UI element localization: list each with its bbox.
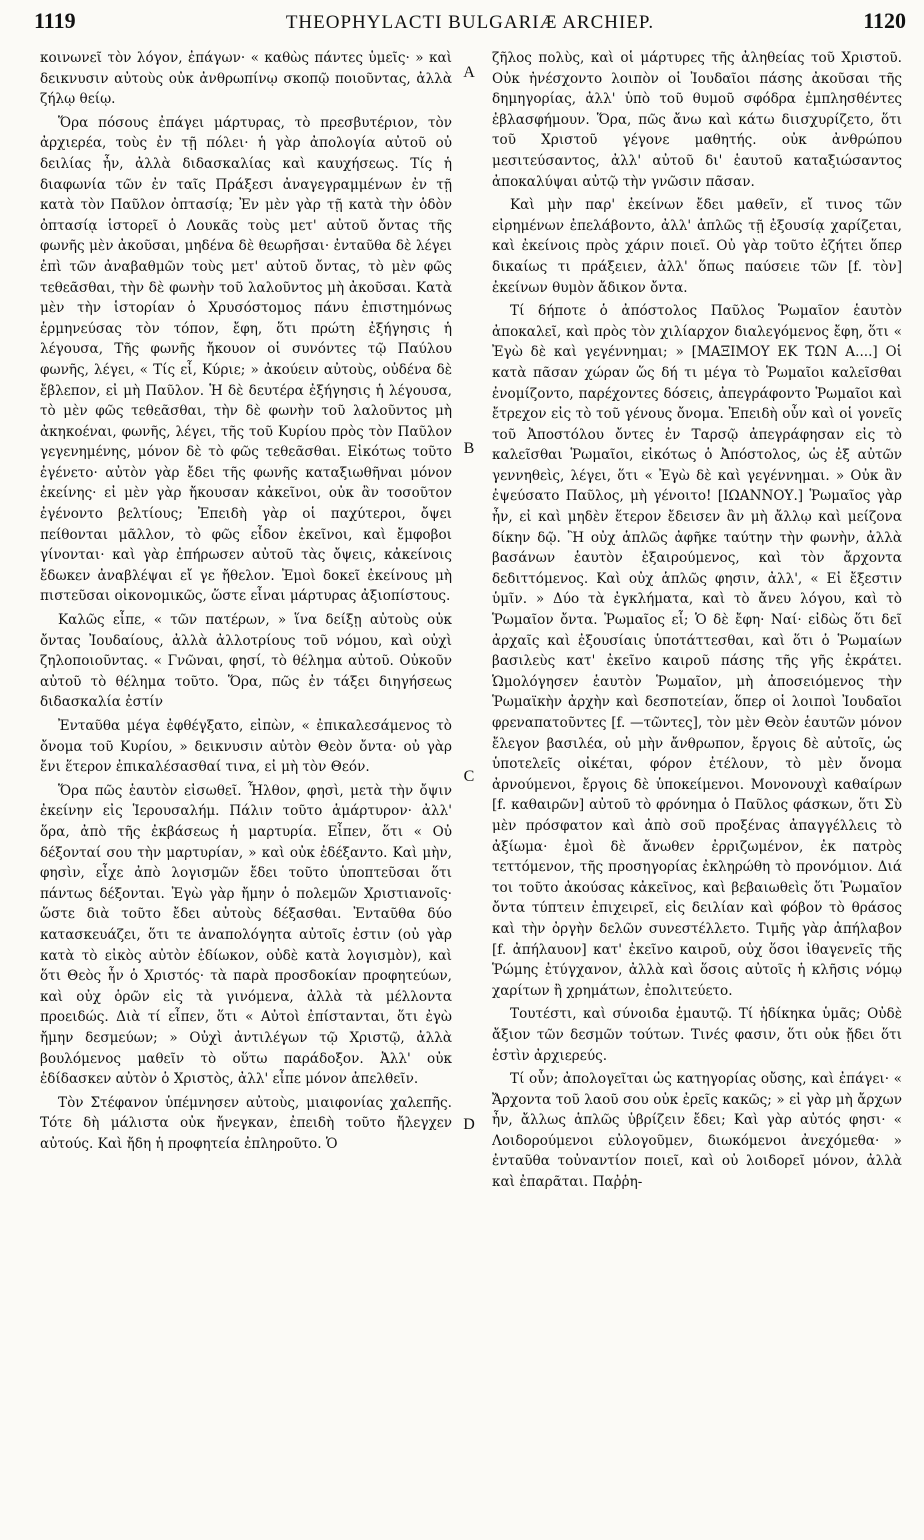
paragraph: κοινωνεῖ τὸν λόγον, ἐπάγων· « καθὼς πάντες ὑμεῖς· » καὶ δεικνυσιν αὐτοὺς οὐκ ἀνθρωπίνῳ σκοπῷ ποιοῦντας, ἀλλὰ ζήλῳ θείῳ. (40, 50, 452, 108)
paragraph: Ὅρα πόσους ἐπάγει μάρτυρας, τὸ πρεσβυτέριον, τὸν ἀρχιερέα, τοὺς ἐν τῇ πόλει· ἡ γὰρ ἀπολογία αὐτοῦ οὐ δειλίας ἦν, ἀλλὰ διδασκαλίας καὶ καυχήσεως. Τίς ἡ διαφωνία τῶν ἐν ταῖς Πράξεσι ἀναγεγραμμένων ἐν τῇ κατὰ τὸν Παῦλον ὀπτασίᾳ; Ἐν μὲν γὰρ τῇ κατὰ τὴν ὁδὸν ὀπτασίᾳ ἱστορεῖ ὁ Λουκᾶς τοὺς μετ' αὐτοῦ ὄντας τῆς φωνῆς μὲν ἀκοῦσαι, μηδένα δὲ θεωρῆσαι· ἐνταῦθα δὲ λέγει ἐπὶ τῶν ἀναβαθμῶν τοὺς μετ' αὐτοῦ ὄντας, τὸ μὲν φῶς τεθεᾶσθαι, τὴν δὲ φωνὴν τοῦ λαλοῦντος μὴ ἀκοῦσαι. Κατὰ μὲν τὴν ἱστορίαν ὁ Χρυσόστομος πάνυ ἐπιστημόνως ἑρμηνεύσας τὸν τόπον, ἔφη, ὅτι πρώτη ἐξήγησις ἡ λέγουσα, Τῆς φωνῆς ἤκουον οἱ συνόντες τῷ Παύλου φωνῆς, λέγει, « Τίς εἶ, Κύριε; » ἀκούειν αὐτοὺς, οὐδένα δὲ ἔβλεπον, εἰ μὴ Παῦλον. Ἡ δὲ δευτέρα ἐξήγησις ἡ λέγουσα, τὸ μὲν φῶς τεθεᾶσθαι, τὴν δὲ φωνὴν τοῦ λαλοῦντος μὴ ἀκηκοέναι, φωνῆς, λέγει, τῆς τοῦ Κυρίου πρὸς τὸν Παῦλον γεγενημένης, μόνον δὲ τὸ φῶς τεθεᾶσθαι. Εἰκότως τοῦτο ἐγένετο· αὐτὸν γὰρ ἔδει τῆς φωνῆς καταξιωθῆναι μόνον ἐκείνης· εἰ μὲν γὰρ ἤκουσαν κἀκεῖνοι, οὐκ ἂν τοσοῦτον ἐγένοντο βελτίους; Ἐπειδὴ γὰρ οἱ παχύτεροι, ὄψει πείθονται μᾶλλον, τὸ φῶς εἶδον ἐκεῖνοι, καὶ ἔμφοβοι γίνονται· καὶ γὰρ ἐπήρωσεν αὐτοῦ τὰς ὄψεις, κἀκείνοις ἔδωκεν ἀναβλέψαι εἴ γε ἤθελον. Ἐμοὶ δοκεῖ ἐκείνους μὴ πιστεῦσαι οἰκονομικῶς, ὥστε εἶναι μάρτυρας ἀξιοπίστους. (40, 114, 452, 605)
section-marker-d: D (463, 1116, 475, 1133)
paragraph: Τί οὖν; ἀπολογεῖται ὡς κατηγορίας οὔσης, καὶ ἐπάγει· « Ἄρχοντα τοῦ λαοῦ σου οὐκ ἐρεῖς κακῶς; » εἰ γὰρ μὴ ἄρχων ἦν, ἄλλως ἁπλῶς ὑβρίζειν ἔδει; Καὶ γὰρ αὐτός φησι· « Λοιδορούμενοι εὐλογοῦμεν, διωκόμενοι ἀνεχόμεθα· » ἐνταῦθα τοὐναντίον ποιεῖ, καὶ οὐ λοιδορεῖ μόνον, ἀλλὰ καὶ ἐπαρᾶται. Παῤῥη- (492, 1071, 902, 1191)
running-title: THEOPHYLACTI BULGARIÆ ARCHIEP. (285, 12, 655, 33)
right-column (492, 48, 902, 1530)
section-marker-a: A (463, 64, 475, 81)
paragraph: Ὅρα πῶς ἑαυτὸν εἰσωθεῖ. Ἦλθον, φησὶ, μετὰ τὴν ὄψιν ἐκείνην εἰς Ἱερουσαλήμ. Πάλιν τοῦτο ἁμάρτυρον· ἀλλ' ὅρα, ἀπὸ τῆς ἐκβάσεως ἡ μαρτυρία. Εἶπεν, ὅτι « Οὐ δέξονταί σου τὴν μαρτυρίαν, » καὶ οὐκ ἐδέξαντο. Καὶ μὴν, φησὶν, εἶχε ἀπὸ λογισμῶν ἔδει τοῦτο ὑποπτεῦσαι ὅτι πάντως δέξονται. Ἐγὼ γὰρ ἤμην ὁ πολεμῶν Χριστιανοῖς· ὥστε διὰ τοῦτο ἔδει αὐτοὺς δέξασθαι. Ἐνταῦθα δύο κατασκευάζει, ὅτι τε ἀναπολόγητα αὐτοῖς ἐστιν (οὐ γὰρ κατὰ τὸ εἰκὸς αὐτὸν ἐδίωκον, οὐδὲ κατὰ λογισμὸν), καὶ ὅτι Θεὸς ἦν ὁ Χριστός· τὰ παρὰ προσδοκίαν προφητεύων, καὶ οὐχ ὁρῶν εἰς τὰ γινόμενα, ἀλλὰ τὰ μέλλοντα προειδώς. Διὰ τί εἶπεν, ὅτι « Αὐτοὶ ἐπίστανται, ὅτι ἐγὼ ἤμην δεσμεύων; » Οὐχὶ ἀντιλέγων τῷ Χριστῷ, ἀλλὰ βουλόμενος μαθεῖν τὸ οὕτω παράδοξον. Ἀλλ' οὐκ ἐδίδασκεν αὐτὸν ὁ Χριστὸς, ἀλλ' εἶπε μόνον ἀπελθεῖν. (40, 782, 452, 1088)
paragraph: Τουτέστι, καὶ σύνοιδα ἐμαυτῷ. Τί ἠδίκηκα ὑμᾶς; Οὐδὲ ἄξιον τῶν δεσμῶν τούτων. Τινές φασιν, ὅτι οὐκ ᾔδει ὅτι ἐστὶν ἀρχιερεύς. (492, 1006, 902, 1064)
page-number-left: 1119 (34, 8, 76, 33)
left-column (40, 48, 452, 1530)
page-number-right: 1120 (863, 8, 906, 33)
paragraph: Τὸν Στέφανον ὑπέμνησεν αὐτοὺς, μιαιφονίας χαλεπῆς. Τότε δὴ μάλιστα οὐκ ἤνεγκαν, ἐπειδὴ τοῦτο ἤλεγχεν αὐτούς. Καὶ ἤδη ἡ προφητεία ἐπληροῦτο. Ὁ (40, 1094, 452, 1152)
paragraph: Ἐνταῦθα μέγα ἐφθέγξατο, εἰπὼν, « ἐπικαλεσάμενος τὸ ὄνομα τοῦ Κυρίου, » δεικνυσιν αὐτὸν Θεὸν ὄντα· οὐ γὰρ ἔνι ἕτερον ἐπικαλέσασθαί τινα, εἰ μὴ τὸν Θεόν. (40, 718, 452, 776)
paragraph: Τί δήποτε ὁ ἀπόστολος Παῦλος Ῥωμαῖον ἑαυτὸν ἀποκαλεῖ, καὶ πρὸς τὸν χιλίαρχον διαλεγόμενος ἔφη, ὅτι « Ἐγὼ δὲ καὶ γεγέννημαι; » [ΜΑΞΙΜΟΥ ΕΚ ΤΩΝ Α....] Οἱ κατὰ πᾶσαν χώραν ὥς δή τι μέγα τὸ Ῥωμαῖοι καλεῖσθαι ἐνομίζοντο, παρέχοντες δόσεις, ἀπεγράφοντο Ῥωμαῖοι καὶ ἔτρεχον εἰς τὸ τοῦ γένους ὄνομα. Ἐπειδὴ οὖν καὶ οἱ γονεῖς τοῦ Ἀποστόλου ὄντες ἐν Ταρσῷ ἀπεγράφησαν εἰς τὸ καλεῖσθαι Ῥωμαῖοι, εἰκότως ὁ Ἀπόστολος, ὡς ἐξ αὐτῶν γεννηθεὶς, λέγει, ὅτι « Ἐγὼ δὲ καὶ γεγέννημαι. » Οὐκ ἂν ἐψεύσατο Παῦλος, μὴ γένοιτο! [ΙΩΑΝΝΟΥ.] Ῥωμαῖος γὰρ ἦν, εἰ καὶ μηδὲν ἕτερον ἔδεισεν ἂν μὴ ἄλλῳ καὶ μείζονα δίκην δῷ. Ἢ οὐχ ἁπλῶς ἀφῆκε ταύτην τὴν φωνὴν, ἀλλὰ βασάνων ἑαυτὸν ἐξαιρούμενος, καὶ τὸν ἄρχοντα δεδιττόμενος. Καὶ οὐχ ἁπλῶς φησιν, ἀλλ', « Εἰ ἔξεστιν ὑμῖν. » Δύο τὰ ἐγκλήματα, καὶ τὸ ἄνευ λόγου, καὶ τὸ Ῥωμαῖον ὄντα. Ῥωμαῖος εἶ; Ὁ δὲ ἔφη· Ναί· εἰδὼς ὅτι δεῖ ἀρχαῖς καὶ ἐξουσίαις ὑποτάττεσθαι, καὶ ὅτι ὁ Ῥωμαίων βασιλεὺς κατ' ἐκεῖνο καιροῦ πάσης τῆς γῆς ἐκράτει. Ὡμολόγησεν ἑαυτὸν Ῥωμαῖον, μὴ ἀποσειόμενος τὴν Ῥωμαϊκὴν ἀρχὴν καὶ δεσποτείαν, ὅπερ οἱ λοιποὶ Ἰουδαῖοι φρεναπατοῦντες [f. —τῶντες], τὸν μὲν Θεὸν ἑαυτῶν μόνον ἔλεγον βασιλέα, οὐ μὴν ἄνθρωπον, ἔργοις δὲ αὐτοῖς, ὡς ὑποτελεῖς οἰκέται, φόρον ἐτέλουν, τὸ μὲν ὄνομα ἀρνούμενοι, ἔργοις δὲ ὑποκείμενοι. Μονονουχὶ καθαίρων [f. καθαιρῶν] αὐτοῦ τὸ φρόνημα ὁ Παῦλος φάσκων, ὅτι Σὺ μὲν πρόσφατον καὶ ἀπὸ σοῦ προξένας ἀπαγγέλλεις τὸ ἀξίωμα· ἐμοὶ δὲ ἄνωθεν ἐρριζωμένον, ἐκ πατρὸς τεττόμενον, τῆς προσηγορίας ἐκληρώθη τὸ προνόμιον. Διά τοι τοῦτο ἀκούσας κἀκεῖνος, καὶ βεβαιωθεὶς ὅτι Ῥωμαῖον ὄντα τύπτειν ἐπιχειρεῖ, εἰς δειλίαν καὶ φόβον τὸ θράσος καὶ τὴν ὀργὴν δελῶν συνεστέλλετο. Τιμῆς γὰρ ἀπήλαβον [f. ἀπήλαυον] κατ' ἐκεῖνο καιροῦ, οὐχ ὅσοι ἰθαγενεῖς τῆς Ῥώμης ἐτύγχανον, ἀλλὰ καὶ ὅσοις αὐτοῖς ἡ κλῆσις νόμῳ χαρίτων ἢ χρημάτων, ἐπολιτεύετο. (492, 303, 902, 999)
section-marker-b: B (463, 440, 475, 457)
paragraph: ζῆλος πολὺς, καὶ οἱ μάρτυρες τῆς ἀληθείας τοῦ Χριστοῦ. Οὐκ ἠνέσχοντο λοιπὸν οἱ Ἰουδαῖοι πάσης ἀκοῦσαι τῆς δημηγορίας, ἀλλ' ὑπὸ τοῦ θυμοῦ σφόδρα ἐμπλησθέντες ἐβλασφήμουν. Ὅρα, πῶς ἄνω καὶ κάτω διισχυρίζετο, ὅτι τοῦ Χριστοῦ γέγονε μαθητής. οὐκ ἀνθρώπου μεσιτεύσαντος, ἀλλ' αὐτοῦ δι' ἑαυτοῦ καταξιώσαντος ἀποκαλύψαι αὐτῷ τὴν γνῶσιν πᾶσαν. (492, 50, 902, 190)
paragraph: Καὶ μὴν παρ' ἐκείνων ἔδει μαθεῖν, εἴ τινος τῶν εἰρημένων ἐπελάβοντο, ἀλλ' ἁπλῶς τῇ ἐξουσίᾳ χαρίζεται, καὶ ἐκείνοις πρὸς χάριν ποιεῖ. Οὐ γὰρ τοῦτο ἐζήτει ὅπερ δικαίως τι πράξειεν, ἀλλ' ὅπως παύσειε τῶν [f. τὸν] ἐκείνων θυμὸν ἄδικον ὄντα. (492, 197, 902, 296)
section-marker-c: C (463, 768, 475, 785)
running-header (34, 8, 906, 48)
paragraph: Καλῶς εἶπε, « τῶν πατέρων, » ἵνα δείξῃ αὐτοὺς οὐκ ὄντας Ἰουδαίους, ἀλλὰ ἀλλοτρίους τοῦ νόμου, καὶ οὐχὶ ζηλοποιοῦντας. « Γνῶναι, φησί, τὸ θέλημα αὐτοῦ. Οὐκοῦν αὐτοῦ τὸ θέλημα τοῦτο. Ὅρα, πῶς ἐν τάξει διηγήσεως διδασκαλία ἐστίν (40, 612, 452, 711)
